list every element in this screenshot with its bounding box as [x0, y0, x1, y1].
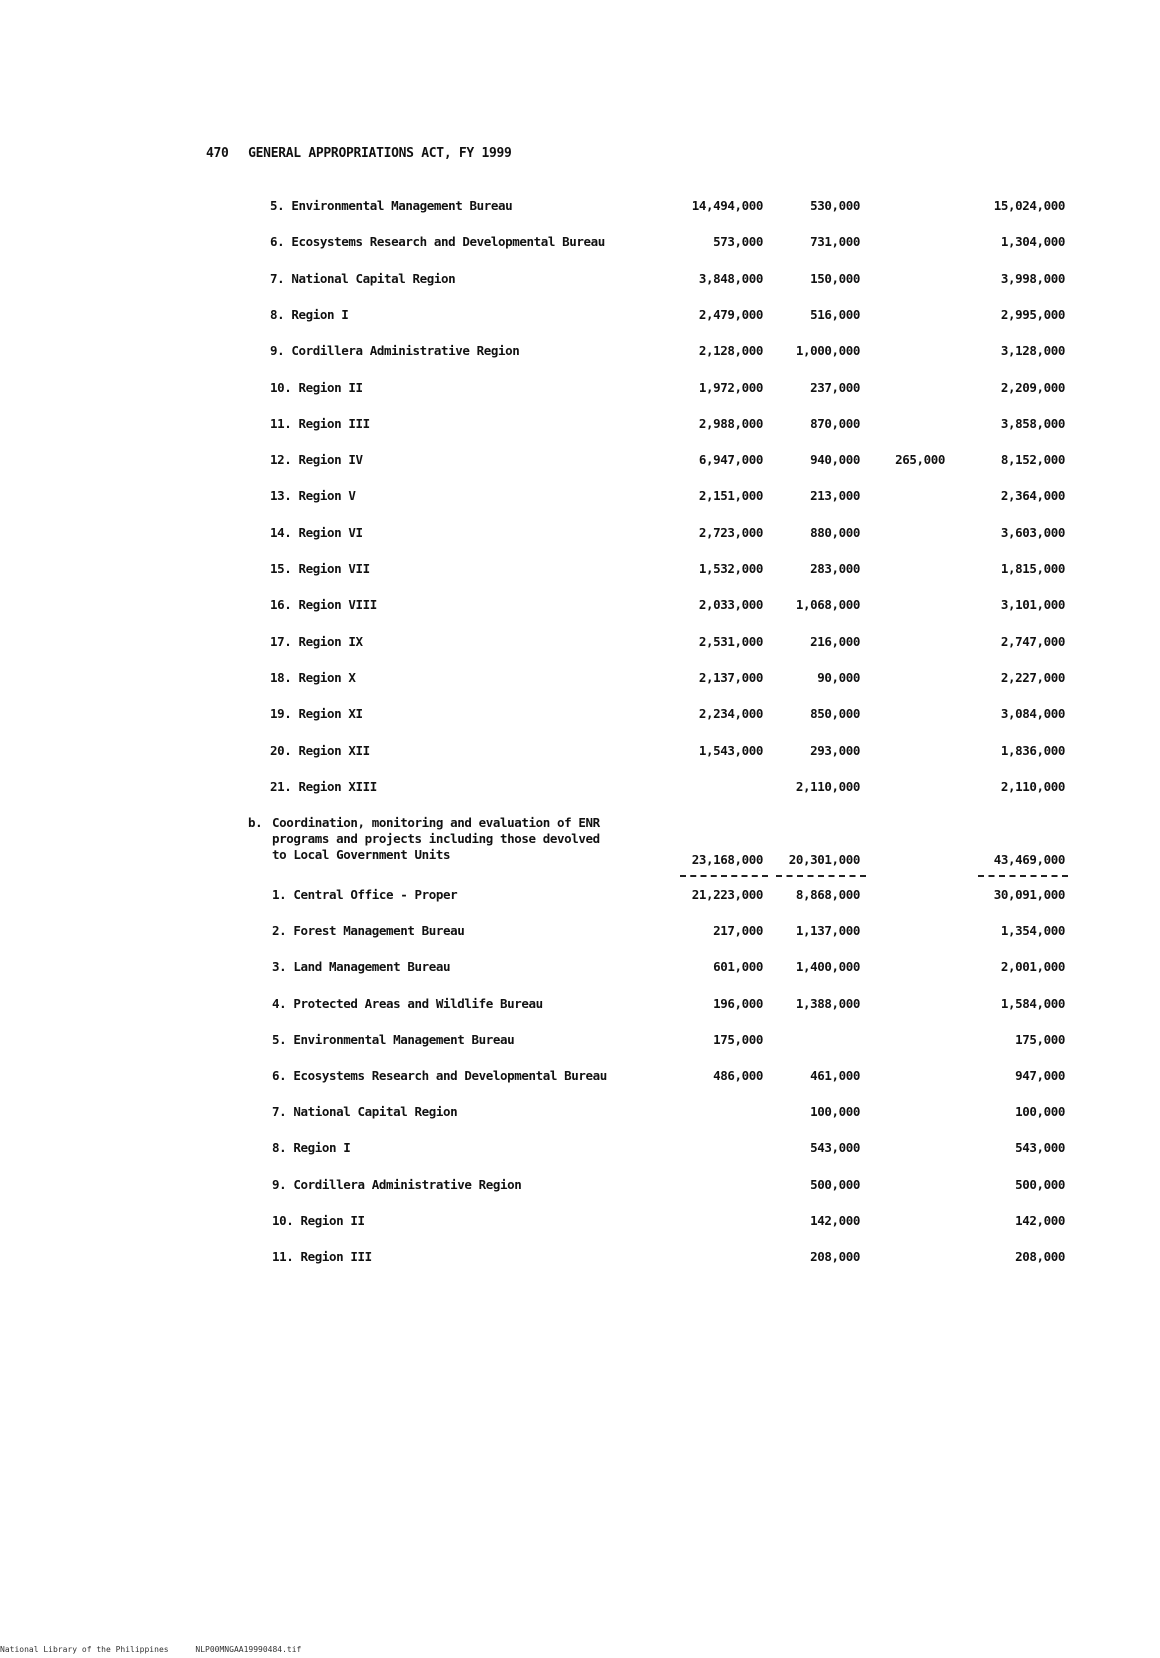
row-value-c4: 1,354,000: [1000, 923, 1065, 939]
row-label: 9. Cordillera Administrative Region: [272, 1176, 522, 1192]
row-value-c4: 3,128,000: [1000, 343, 1065, 359]
row-value-c2: 100,000: [810, 1104, 860, 1120]
table-row: [0, 1104, 1160, 1124]
table-row: [0, 670, 1160, 690]
row-label: 1. Central Office - Proper: [272, 887, 458, 902]
row-value-c4: 2,364,000: [1000, 488, 1065, 504]
row-value-c2: 940,000: [810, 452, 860, 468]
section-b-letter: b.: [248, 815, 263, 830]
row-value-c4: 1,304,000: [1000, 234, 1065, 250]
row-value-c4: 2,110,000: [1000, 778, 1065, 794]
row-label: 6. Ecosystems Research and Developmental Bureau: [272, 1068, 607, 1083]
row-label: 15. Region VII: [270, 561, 370, 576]
row-label: 20. Region XII: [270, 742, 370, 758]
row-label: 6. Ecosystems Research and Developmental Bureau: [270, 234, 605, 250]
row-value-c2: 1,068,000: [795, 597, 860, 613]
section-b-total-c1: 23,168,000: [691, 852, 763, 867]
row-value-c1: 6,947,000: [698, 452, 763, 468]
row-label: 5. Environmental Management Bureau: [272, 1031, 515, 1047]
table-row: [0, 706, 1160, 726]
row-value-c4: 3,084,000: [1000, 706, 1065, 722]
row-value-c2: 283,000: [810, 561, 860, 576]
row-value-c2: 293,000: [810, 742, 860, 758]
table-row: [0, 887, 1160, 907]
row-value-c1: 196,000: [713, 995, 763, 1011]
row-value-c4: 208,000: [1015, 1249, 1065, 1264]
row-value-c1: 3,848,000: [698, 270, 763, 286]
row-value-c2: 500,000: [810, 1176, 860, 1192]
row-value-c1: 21,223,000: [691, 887, 763, 902]
row-value-c4: 3,858,000: [1000, 415, 1065, 431]
row-value-c2: 1,137,000: [795, 923, 860, 939]
row-value-c1: 175,000: [713, 1031, 763, 1047]
table-row: [0, 1140, 1160, 1160]
row-value-c4: 100,000: [1015, 1104, 1065, 1120]
table-row: [0, 525, 1160, 545]
row-value-c4: 500,000: [1015, 1176, 1065, 1192]
divider-rule: [680, 875, 768, 877]
row-value-c2: 2,110,000: [795, 778, 860, 794]
row-value-c2: 150,000: [810, 270, 860, 286]
row-label: 14. Region VI: [270, 524, 363, 540]
table-row: [0, 634, 1160, 654]
row-label: 21. Region XIII: [270, 778, 377, 794]
row-value-c2: 237,000: [810, 379, 860, 395]
row-value-c1: 1,543,000: [698, 742, 763, 758]
table-row: [0, 307, 1160, 327]
section-b-total-c4: 43,469,000: [993, 852, 1065, 867]
row-label: 16. Region VIII: [270, 597, 377, 613]
row-label: 9. Cordillera Administrative Region: [270, 343, 520, 359]
row-value-c4: 2,227,000: [1000, 669, 1065, 685]
row-value-c4: 2,995,000: [1000, 306, 1065, 322]
row-value-c1: 217,000: [713, 923, 763, 939]
row-label: 17. Region IX: [270, 633, 363, 649]
row-label: 3. Land Management Bureau: [272, 959, 451, 975]
row-value-c1: 2,531,000: [698, 633, 763, 649]
row-label: 10. Region II: [272, 1212, 365, 1228]
row-value-c1: 2,151,000: [698, 488, 763, 504]
section-b-totals: [0, 852, 1160, 872]
table-row: [0, 452, 1160, 472]
row-value-c1: 2,128,000: [698, 343, 763, 359]
row-value-c1: 14,494,000: [691, 198, 763, 213]
row-label: 8. Region I: [272, 1140, 351, 1156]
row-value-c1: 486,000: [713, 1068, 763, 1083]
page-number: 470: [206, 146, 229, 161]
row-label: 7. National Capital Region: [272, 1104, 458, 1120]
row-label: 12. Region IV: [270, 452, 363, 468]
table-row: [0, 271, 1160, 291]
row-value-c1: 2,988,000: [698, 415, 763, 431]
row-label: 11. Region III: [272, 1249, 372, 1264]
row-value-c4: 2,001,000: [1000, 959, 1065, 975]
table-row: [0, 779, 1160, 799]
table-row: [0, 416, 1160, 436]
row-value-c2: 90,000: [817, 669, 860, 685]
row-value-c1: 2,137,000: [698, 669, 763, 685]
divider-rule: [776, 875, 866, 877]
row-label: 13. Region V: [270, 488, 356, 504]
footer-library: National Library of the Philippines: [0, 1645, 169, 1654]
row-value-c2: 543,000: [810, 1140, 860, 1156]
row-value-c4: 1,815,000: [1000, 561, 1065, 576]
row-value-c4: 3,603,000: [1000, 524, 1065, 540]
row-value-c2: 8,868,000: [795, 887, 860, 902]
row-value-c2: 208,000: [810, 1249, 860, 1264]
row-value-c4: 175,000: [1015, 1031, 1065, 1047]
row-value-c4: 2,209,000: [1000, 379, 1065, 395]
row-value-c1: 2,033,000: [698, 597, 763, 613]
row-label: 10. Region II: [270, 379, 363, 395]
row-value-c4: 2,747,000: [1000, 633, 1065, 649]
table-row: [0, 343, 1160, 363]
row-value-c1: 1,972,000: [698, 379, 763, 395]
row-value-c2: 1,400,000: [795, 959, 860, 975]
footer: [0, 1645, 301, 1654]
row-value-c4: 947,000: [1015, 1068, 1065, 1083]
row-label: 2. Forest Management Bureau: [272, 923, 465, 939]
row-label: 8. Region I: [270, 306, 349, 322]
row-label: 11. Region III: [270, 415, 370, 431]
table-row: [0, 597, 1160, 617]
row-value-c4: 142,000: [1015, 1212, 1065, 1228]
row-value-c1: 573,000: [713, 234, 763, 250]
table-row: [0, 1068, 1160, 1088]
section-b-text: Coordination, monitoring and evaluation of ENR programs and projects including those devolved to Local Government Units: [272, 815, 600, 862]
row-value-c1: 2,479,000: [698, 306, 763, 322]
table-row: [0, 743, 1160, 763]
row-value-c2: 461,000: [810, 1068, 860, 1083]
row-value-c4: 3,998,000: [1000, 270, 1065, 286]
row-value-c2: 1,388,000: [795, 995, 860, 1011]
table-row: [0, 923, 1160, 943]
table-row: [0, 198, 1160, 218]
row-label: 5. Environmental Management Bureau: [270, 198, 513, 213]
footer-file: NLP00MNGAA19990484.tif: [195, 1645, 302, 1654]
row-value-c1: 1,532,000: [698, 561, 763, 576]
page-title: GENERAL APPROPRIATIONS ACT, FY 1999: [248, 146, 512, 161]
row-value-c1: 2,723,000: [698, 524, 763, 540]
row-value-c4: 8,152,000: [1000, 452, 1065, 468]
table-row: [0, 561, 1160, 581]
row-value-c2: 880,000: [810, 524, 860, 540]
row-value-c4: 15,024,000: [993, 198, 1065, 213]
row-value-c2: 216,000: [810, 633, 860, 649]
table-row: [0, 380, 1160, 400]
row-value-c2: 731,000: [810, 234, 860, 250]
row-value-c4: 1,836,000: [1000, 742, 1065, 758]
row-value-c4: 1,584,000: [1000, 995, 1065, 1011]
row-value-c2: 870,000: [810, 415, 860, 431]
row-value-c3: 265,000: [895, 452, 945, 468]
row-value-c2: 516,000: [810, 306, 860, 322]
table-row: [0, 234, 1160, 254]
row-label: 19. Region XI: [270, 706, 363, 722]
table-row: [0, 1213, 1160, 1233]
row-label: 18. Region X: [270, 669, 356, 685]
row-value-c1: 601,000: [713, 959, 763, 975]
table-row: [0, 1032, 1160, 1052]
divider-rule: [978, 875, 1068, 877]
table-row: [0, 1177, 1160, 1197]
page-header: [206, 146, 512, 161]
row-label: 7. National Capital Region: [270, 270, 456, 286]
row-value-c2: 530,000: [810, 198, 860, 213]
row-value-c2: 1,000,000: [795, 343, 860, 359]
table-row: [0, 959, 1160, 979]
row-value-c4: 3,101,000: [1000, 597, 1065, 613]
table-row: [0, 996, 1160, 1016]
section-b-total-c2: 20,301,000: [788, 852, 860, 867]
row-value-c2: 213,000: [810, 488, 860, 504]
row-value-c2: 850,000: [810, 706, 860, 722]
row-value-c4: 30,091,000: [993, 887, 1065, 902]
table-row: [0, 1249, 1160, 1269]
row-value-c2: 142,000: [810, 1212, 860, 1228]
row-label: 4. Protected Areas and Wildlife Bureau: [272, 995, 543, 1011]
row-value-c4: 543,000: [1015, 1140, 1065, 1156]
table-row: [0, 488, 1160, 508]
row-value-c1: 2,234,000: [698, 706, 763, 722]
